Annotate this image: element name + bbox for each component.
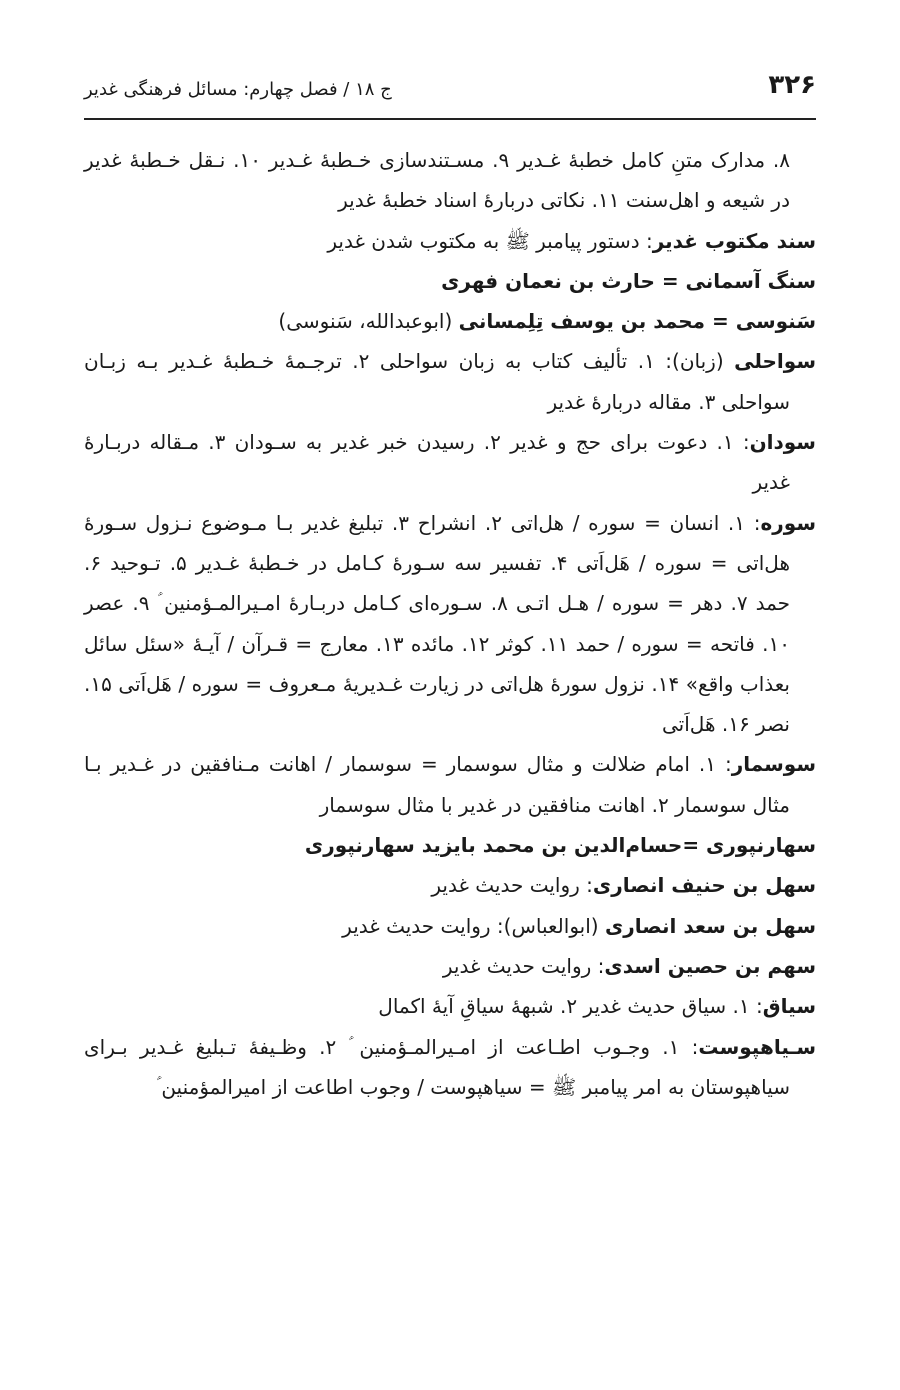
page-number: ۳۲۶	[768, 70, 816, 100]
entry-term: سیاق	[762, 994, 816, 1019]
entry-description: (زبان): ۱. تألیف کتاب به زبان سواحلی ۲. ترجـمۀ خـطبۀ غـدیر بـه زبـان سواحلی ۳. مقاله دربارۀ غدیر	[84, 349, 790, 414]
index-entry	[84, 946, 816, 986]
index-entry	[84, 221, 816, 261]
index-entry	[84, 261, 816, 301]
index-entry	[84, 341, 816, 422]
running-title: ج ۱۸ / فصل چهارم: مسائل فرهنگی غدیر	[84, 79, 392, 100]
index-entry	[84, 986, 816, 1026]
entry-description: : ۱. سیاق حدیث غدیر ۲. شبهۀ سیاقِ آیۀ اکمال	[378, 994, 763, 1019]
entry-term: سهم بن حصین اسدی	[604, 953, 816, 978]
entry-term: سَنوسی = محمد بن یوسف تِلِمسانی	[458, 309, 816, 334]
entry-term: سنگ آسمانی = حارث بن نعمان فهری	[441, 268, 816, 293]
entry-description: (ابوالعباس): روایت حدیث غدیر	[342, 913, 605, 938]
entry-term: سوره	[760, 510, 816, 535]
entry-term: سهل بن حنیف انصاری	[592, 873, 816, 898]
entry-description: : ۱. انسان = سوره / هل‌اتی ۲. انشراح ۳. تبلیغ غدیر بـا مـوضوع نـزول سـورۀ هل‌اتی = سوره / هَل‌اَتی ۴. تفسیر سه سـورۀ کـامل در خـطبۀ غـدیر ۵. تـوحید ۶. حمد ۷. دهر = سوره / هـل اتـی ۸. سـوره‌ای کـامل دربـارۀ امـیرالمـؤمنین ؑ ۹. عصر ۱۰. فاتحه = سوره / حمد ۱۱. کوثر ۱۲. مائده ۱۳. معارج = قـرآن / آیـۀ «سئل سائل بعذاب واقع» ۱۴. نزول سورۀ هل‌اتی در زیارت غـدیریۀ مـعروف = سوره / هَل‌اَتی ۱۵. نصر ۱۶. هَل‌اَتی	[84, 510, 791, 737]
header-divider	[84, 118, 816, 120]
index-entry	[84, 1027, 816, 1108]
entry-term: سند مکتوب غدیر	[652, 228, 816, 253]
entry-description: (ابوعبدالله، سَنوسی)	[278, 309, 459, 334]
entry-description: : روایت حدیث غدیر	[431, 873, 593, 898]
entry-description: : ۱. امام ضلالت و مثال سوسمار = سوسمار / اهانت مـنافقین در غـدیر بـا مثال سوسمار ۲. اهانت منافقین در غدیر با مثال سوسمار	[84, 752, 790, 817]
entry-term: سهارنپوری =حسام‌الدین بن محمد بایزید سهارنپوری	[304, 833, 816, 858]
entry-description: : دستور پیامبر ﷺ به مکتوب شدن غدیر	[327, 228, 653, 253]
entry-description: : ۱. دعوت برای حج و غدیر ۲. رسیدن خبر غدیر به سـودان ۳. مـقاله دربـارۀ غدیر	[84, 430, 790, 495]
entry-term: سوسمار	[731, 752, 816, 777]
index-entry	[84, 301, 816, 341]
index-entry	[84, 744, 816, 825]
index-entry-continued	[84, 140, 816, 221]
entry-term: سواحلی	[734, 349, 816, 374]
page-header	[84, 62, 816, 112]
index-entry	[84, 865, 816, 905]
entry-description: : روایت حدیث غدیر	[442, 953, 605, 978]
entry-term: سهل بن سعد انصاری	[604, 913, 816, 938]
entry-term: سـیاهپوست	[698, 1034, 816, 1059]
entry-description: : ۱. وجـوب اطـاعت از امـیرالمـؤمنین ؑ ۲. وظـیفۀ تـبلیغ غـدیر بـرای سیاهپوستان به امر پیامبر ﷺ = سیاهپوست / وجوب اطاعت از امیرالمؤمنین ؑ	[84, 1034, 790, 1099]
index-entry	[84, 906, 816, 946]
entry-description: ۸. مدارک متنِ کامل خطبۀ غـدیر ۹. مسـتندسازی خـطبۀ غـدیر ۱۰. نـقل خـطبۀ غدیر در شیعه و اهل‌سنت ۱۱. نکاتی دربارۀ اسناد خطبۀ غدیر	[84, 148, 790, 213]
index-entry	[84, 422, 816, 503]
index-entry	[84, 825, 816, 865]
index-entry	[84, 503, 816, 745]
index-entries	[84, 140, 816, 1107]
entry-term: سودان	[749, 430, 816, 455]
